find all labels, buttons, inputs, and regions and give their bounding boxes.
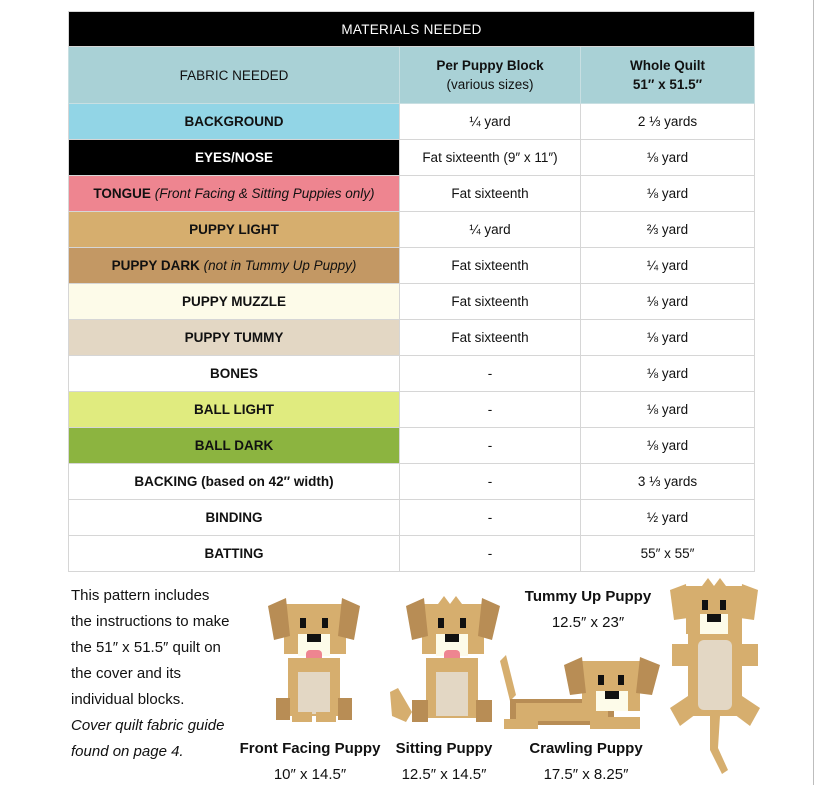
intro-text (71, 583, 271, 765)
header-per-block (400, 47, 581, 104)
sitting-puppy-illustration (386, 596, 504, 726)
crawling-puppy-illustration (500, 655, 662, 731)
per-block-cell: ¼ yard (400, 104, 581, 140)
puppy-name-crawling: Crawling Puppy (529, 740, 643, 757)
whole-quilt-cell: ⅛ yard (581, 320, 755, 356)
whole-quilt-cell: ⅛ yard (581, 428, 755, 464)
per-block-cell: Fat sixteenth (400, 284, 581, 320)
intro-line: the instructions to make (71, 613, 230, 630)
materials-table (68, 11, 755, 572)
per-block-cell: - (400, 356, 581, 392)
fabric-cell (69, 284, 400, 320)
header-whole-line1: Whole Quilt (630, 58, 706, 73)
fabric-cell (69, 464, 400, 500)
intro-line: individual blocks. (71, 691, 185, 708)
tummy-up-puppy-illustration (666, 578, 770, 774)
per-block-cell: - (400, 392, 581, 428)
fabric-name: BACKGROUND (184, 114, 284, 129)
fabric-cell (69, 104, 400, 140)
table-row (69, 536, 755, 572)
fabric-name: PUPPY DARK (111, 258, 200, 273)
header-whole-line2: 51″ x 51.5″ (632, 77, 703, 92)
puppy-size-tummy-up: 12.5″ x 23″ (551, 614, 625, 631)
per-block-cell: - (400, 500, 581, 536)
fabric-cell (69, 500, 400, 536)
table-row (69, 428, 755, 464)
per-block-cell: ¼ yard (400, 212, 581, 248)
per-block-cell: Fat sixteenth (9″ x 11″) (400, 140, 581, 176)
intro-line: the 51″ x 51.5″ quilt on (71, 639, 221, 656)
fabric-cell (69, 248, 400, 284)
intro-line: This pattern includes (71, 587, 210, 604)
fabric-note: (not in Tummy Up Puppy) (203, 258, 357, 273)
puppy-name-front-facing: Front Facing Puppy (239, 740, 381, 757)
whole-quilt-cell: ⅛ yard (581, 176, 755, 212)
whole-quilt-cell: 2 ⅓ yards (581, 104, 755, 140)
whole-quilt-cell: ⅛ yard (581, 356, 755, 392)
fabric-cell (69, 212, 400, 248)
fabric-name: BONES (209, 366, 258, 381)
table-row (69, 176, 755, 212)
fabric-cell (69, 140, 400, 176)
per-block-cell: - (400, 464, 581, 500)
intro-line: the cover and its (71, 665, 182, 682)
fabric-cell (69, 392, 400, 428)
puppy-size-sitting: 12.5″ x 14.5″ (401, 766, 487, 783)
table-row (69, 104, 755, 140)
fabric-name: BACKING (based on 42″ width) (134, 474, 334, 489)
whole-quilt-cell: ¼ yard (581, 248, 755, 284)
fabric-cell (69, 536, 400, 572)
table-row (69, 320, 755, 356)
front-facing-puppy-illustration (266, 596, 362, 724)
table-title: MATERIALS NEEDED (69, 12, 755, 47)
intro-italic-line: Cover quilt fabric guide (71, 717, 225, 734)
fabric-cell (69, 356, 400, 392)
fabric-name: BALL LIGHT (194, 402, 274, 417)
fabric-name: BINDING (205, 510, 263, 525)
table-row (69, 284, 755, 320)
whole-quilt-cell: 55″ x 55″ (581, 536, 755, 572)
per-block-cell: Fat sixteenth (400, 176, 581, 212)
header-per-block-line1: Per Puppy Block (436, 58, 544, 73)
puppy-size-crawling: 17.5″ x 8.25″ (543, 766, 629, 783)
header-fabric: FABRIC NEEDED (69, 47, 400, 104)
whole-quilt-cell: ⅛ yard (581, 392, 755, 428)
puppy-size-front-facing: 10″ x 14.5″ (273, 766, 347, 783)
header-whole-quilt (581, 47, 755, 104)
fabric-cell (69, 428, 400, 464)
whole-quilt-cell: ⅔ yard (581, 212, 755, 248)
per-block-cell: - (400, 536, 581, 572)
fabric-cell (69, 320, 400, 356)
whole-quilt-cell: ⅛ yard (581, 284, 755, 320)
per-block-cell: Fat sixteenth (400, 248, 581, 284)
per-block-cell: Fat sixteenth (400, 320, 581, 356)
fabric-name: BALL DARK (194, 438, 274, 453)
page-edge (813, 0, 814, 785)
table-row (69, 356, 755, 392)
puppy-name-tummy-up: Tummy Up Puppy (524, 588, 652, 605)
whole-quilt-cell: ⅛ yard (581, 140, 755, 176)
fabric-name: BATTING (204, 546, 264, 561)
table-row (69, 248, 755, 284)
fabric-name: PUPPY MUZZLE (181, 294, 286, 309)
per-block-cell: - (400, 428, 581, 464)
table-row (69, 392, 755, 428)
puppy-name-sitting: Sitting Puppy (395, 740, 493, 757)
fabric-name: PUPPY TUMMY (184, 330, 284, 345)
fabric-name: PUPPY LIGHT (189, 222, 279, 237)
whole-quilt-cell: 3 ⅓ yards (581, 464, 755, 500)
header-per-block-line2: (various sizes) (446, 77, 534, 92)
table-row (69, 140, 755, 176)
intro-italic-line: found on page 4. (71, 743, 184, 760)
fabric-note: (Front Facing & Sitting Puppies only) (154, 186, 375, 201)
whole-quilt-cell: ½ yard (581, 500, 755, 536)
table-row (69, 464, 755, 500)
table-row (69, 212, 755, 248)
table-row (69, 500, 755, 536)
fabric-cell (69, 176, 400, 212)
fabric-name: TONGUE (93, 186, 151, 201)
fabric-name: EYES/NOSE (194, 150, 274, 165)
